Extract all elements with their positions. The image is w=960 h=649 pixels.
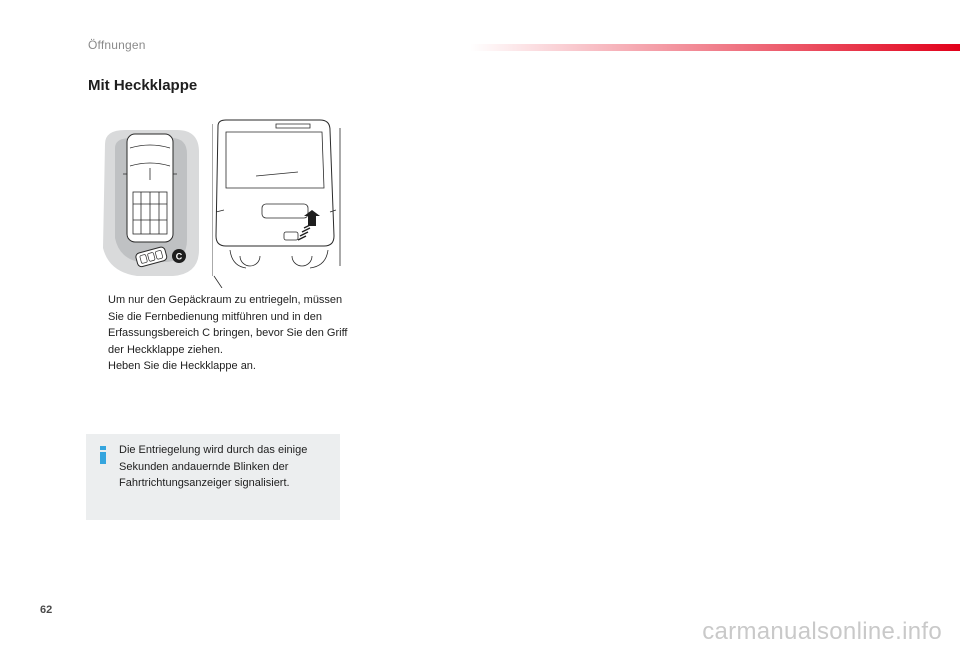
tailgate-rear-view-illustration [212,116,342,288]
watermark-text: carmanualsonline.info [702,618,942,645]
info-icon [97,446,109,464]
page-number: 62 [40,604,53,616]
svg-text:C: C [175,251,183,262]
info-text: Die Entriegelung wird durch das einige Sekunden andauernde Blinken der Fahrtrichtungsanzeiger signalisiert. [119,444,308,489]
page-title: Mit Heckklappe [88,77,198,94]
section-label: Öffnungen [88,38,146,52]
vehicle-top-view-illustration [95,122,207,280]
list-item [88,358,348,375]
info-box [86,434,340,520]
instruction-list [88,292,348,375]
list-item [88,292,348,358]
step-text: Um nur den Gepäckraum zu entriegeln, müssen Sie die Fernbedienung mitführen und in den Erfassungsbereich C bringen, bevor Sie den Griff der Heckklappe ziehen. [108,294,348,356]
zone-c-marker [172,249,186,263]
header-accent-bar [470,44,960,51]
step-text: Heben Sie die Heckklappe an. [108,360,256,372]
